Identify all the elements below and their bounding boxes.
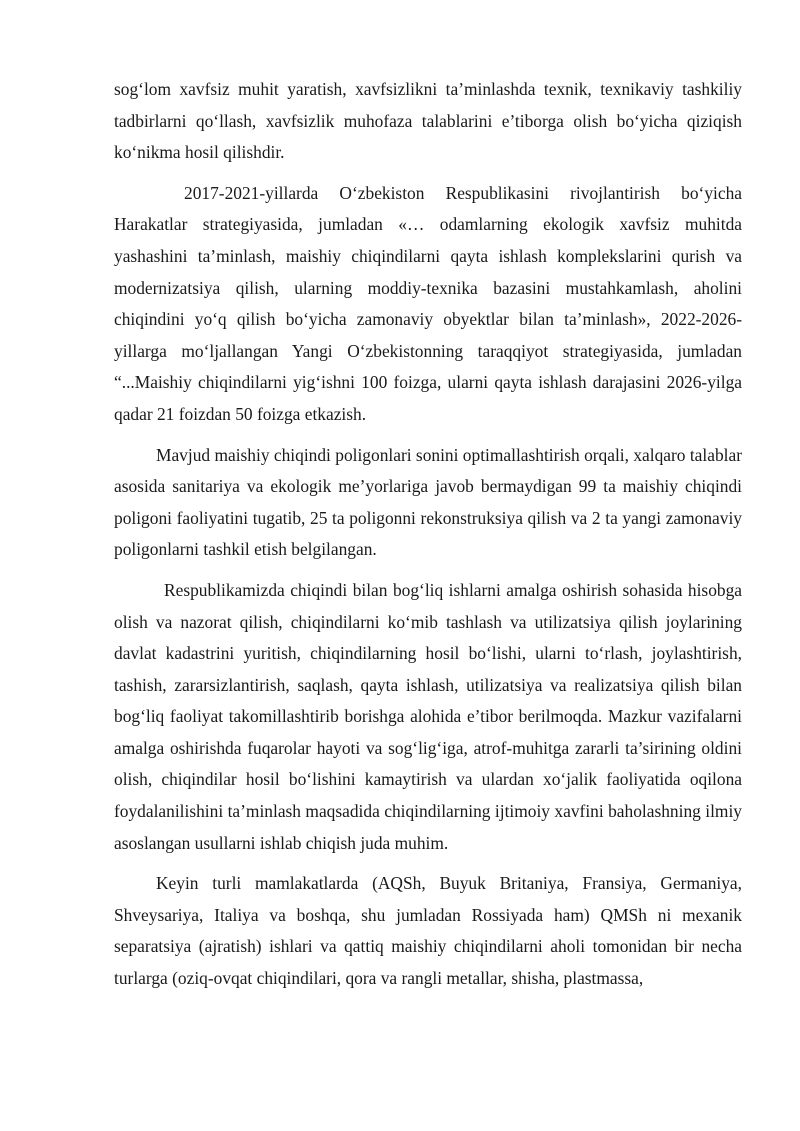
paragraph-3: Mavjud maishiy chiqindi poligonlari sonini optimallashtirish orqali, xalqaro talablar asosida sanitariya va ekologik me’yorlariga javob bermaydigan 99 ta maishiy chiqindi poligoni faoliyatini tugatib, 25 ta poligonni rekonstruksiya qilish va 2 ta yangi zamonaviy poligonlarni tashkil etish belgilangan. xyxy=(114,444,742,560)
document-page xyxy=(114,74,742,1004)
paragraph-1: sog‘lom xavfsiz muhit yaratish, xavfsizlikni ta’minlashda texnik, texnikaviy tashkiliy tadbirlarni qo‘llash, xavfsizlik muhofaza talablarini e’tiborga olish bo‘yicha qiziqish ko‘nikma hosil qilishdir. xyxy=(114,79,742,163)
paragraph-4: Respublikamizda chiqindi bilan bog‘liq ishlarni amalga oshirish sohasida hisobga olish va nazorat qilish, chiqindilarni ko‘mib tashlash va utilizatsiya qilish joylarining davlat kadastrini yuritish, chiqindilarning hosil bo‘lishi, ularni to‘rlash, joylashtirish, tashish, zararsizlantirish, saqlash, qayta ishlash, utilizatsiya va realizatsiya qilish bilan bog‘liq faoliyat takomillashtirib borishga alohida e’tibor berilmoqda. Mazkur vazifalarni amalga oshirishda fuqarolar hayoti va sog‘lig‘iga, atrof-muhitga zararli ta’sirining oldini olish, chiqindilar hosil bo‘lishini kamaytirish va ulardan xo‘jalik faoliyatida oqilona foydalanilishini ta’minlash maqsadida chiqindilarning ijtimoiy xavfini baholashning ilmiy asoslangan usullarni ishlab chiqish juda muhim. xyxy=(114,579,742,853)
paragraph-5: Keyin turli mamlakatlarda (AQSh, Buyuk Britaniya, Fransiya, Germaniya, Shveysariya, Italiya va boshqa, shu jumladan Rossiyada ham) QMSh ni mexanik separatsiya (ajratish) ishlari va qattiq maishiy chiqindilarni aholi tomonidan bir necha turlarga (oziq-ovqat chiqindilari, qora va rangli metallar, shisha, plastmassa, xyxy=(114,873,742,989)
paragraph-2: 2017-2021-yillarda O‘zbekiston Respublikasini rivojlantirish bo‘yicha Harakatlar strategiyasida, jumladan «… odamlarning ekologik xavfsiz muhitda yashashini ta’minlash, maishiy chiqindilarni qayta ishlash komplekslarini qurish va modernizatsiya qilish, ularning moddiy-texnika bazasini mustahkamlash, aholini chiqindini yo‘q qilish bo‘yicha zamonaviy obyektlar bilan ta’minlash», 2022-2026-yillarga mo‘ljallangan Yangi O‘zbekistonning taraqqiyot strategiyasida, jumladan “...Maishiy chiqindilarni yig‘ishni 100 foizga, ularni qayta ishlash darajasini 2026-yilga qadar 21 foizdan 50 foizga etkazish. xyxy=(114,182,742,424)
